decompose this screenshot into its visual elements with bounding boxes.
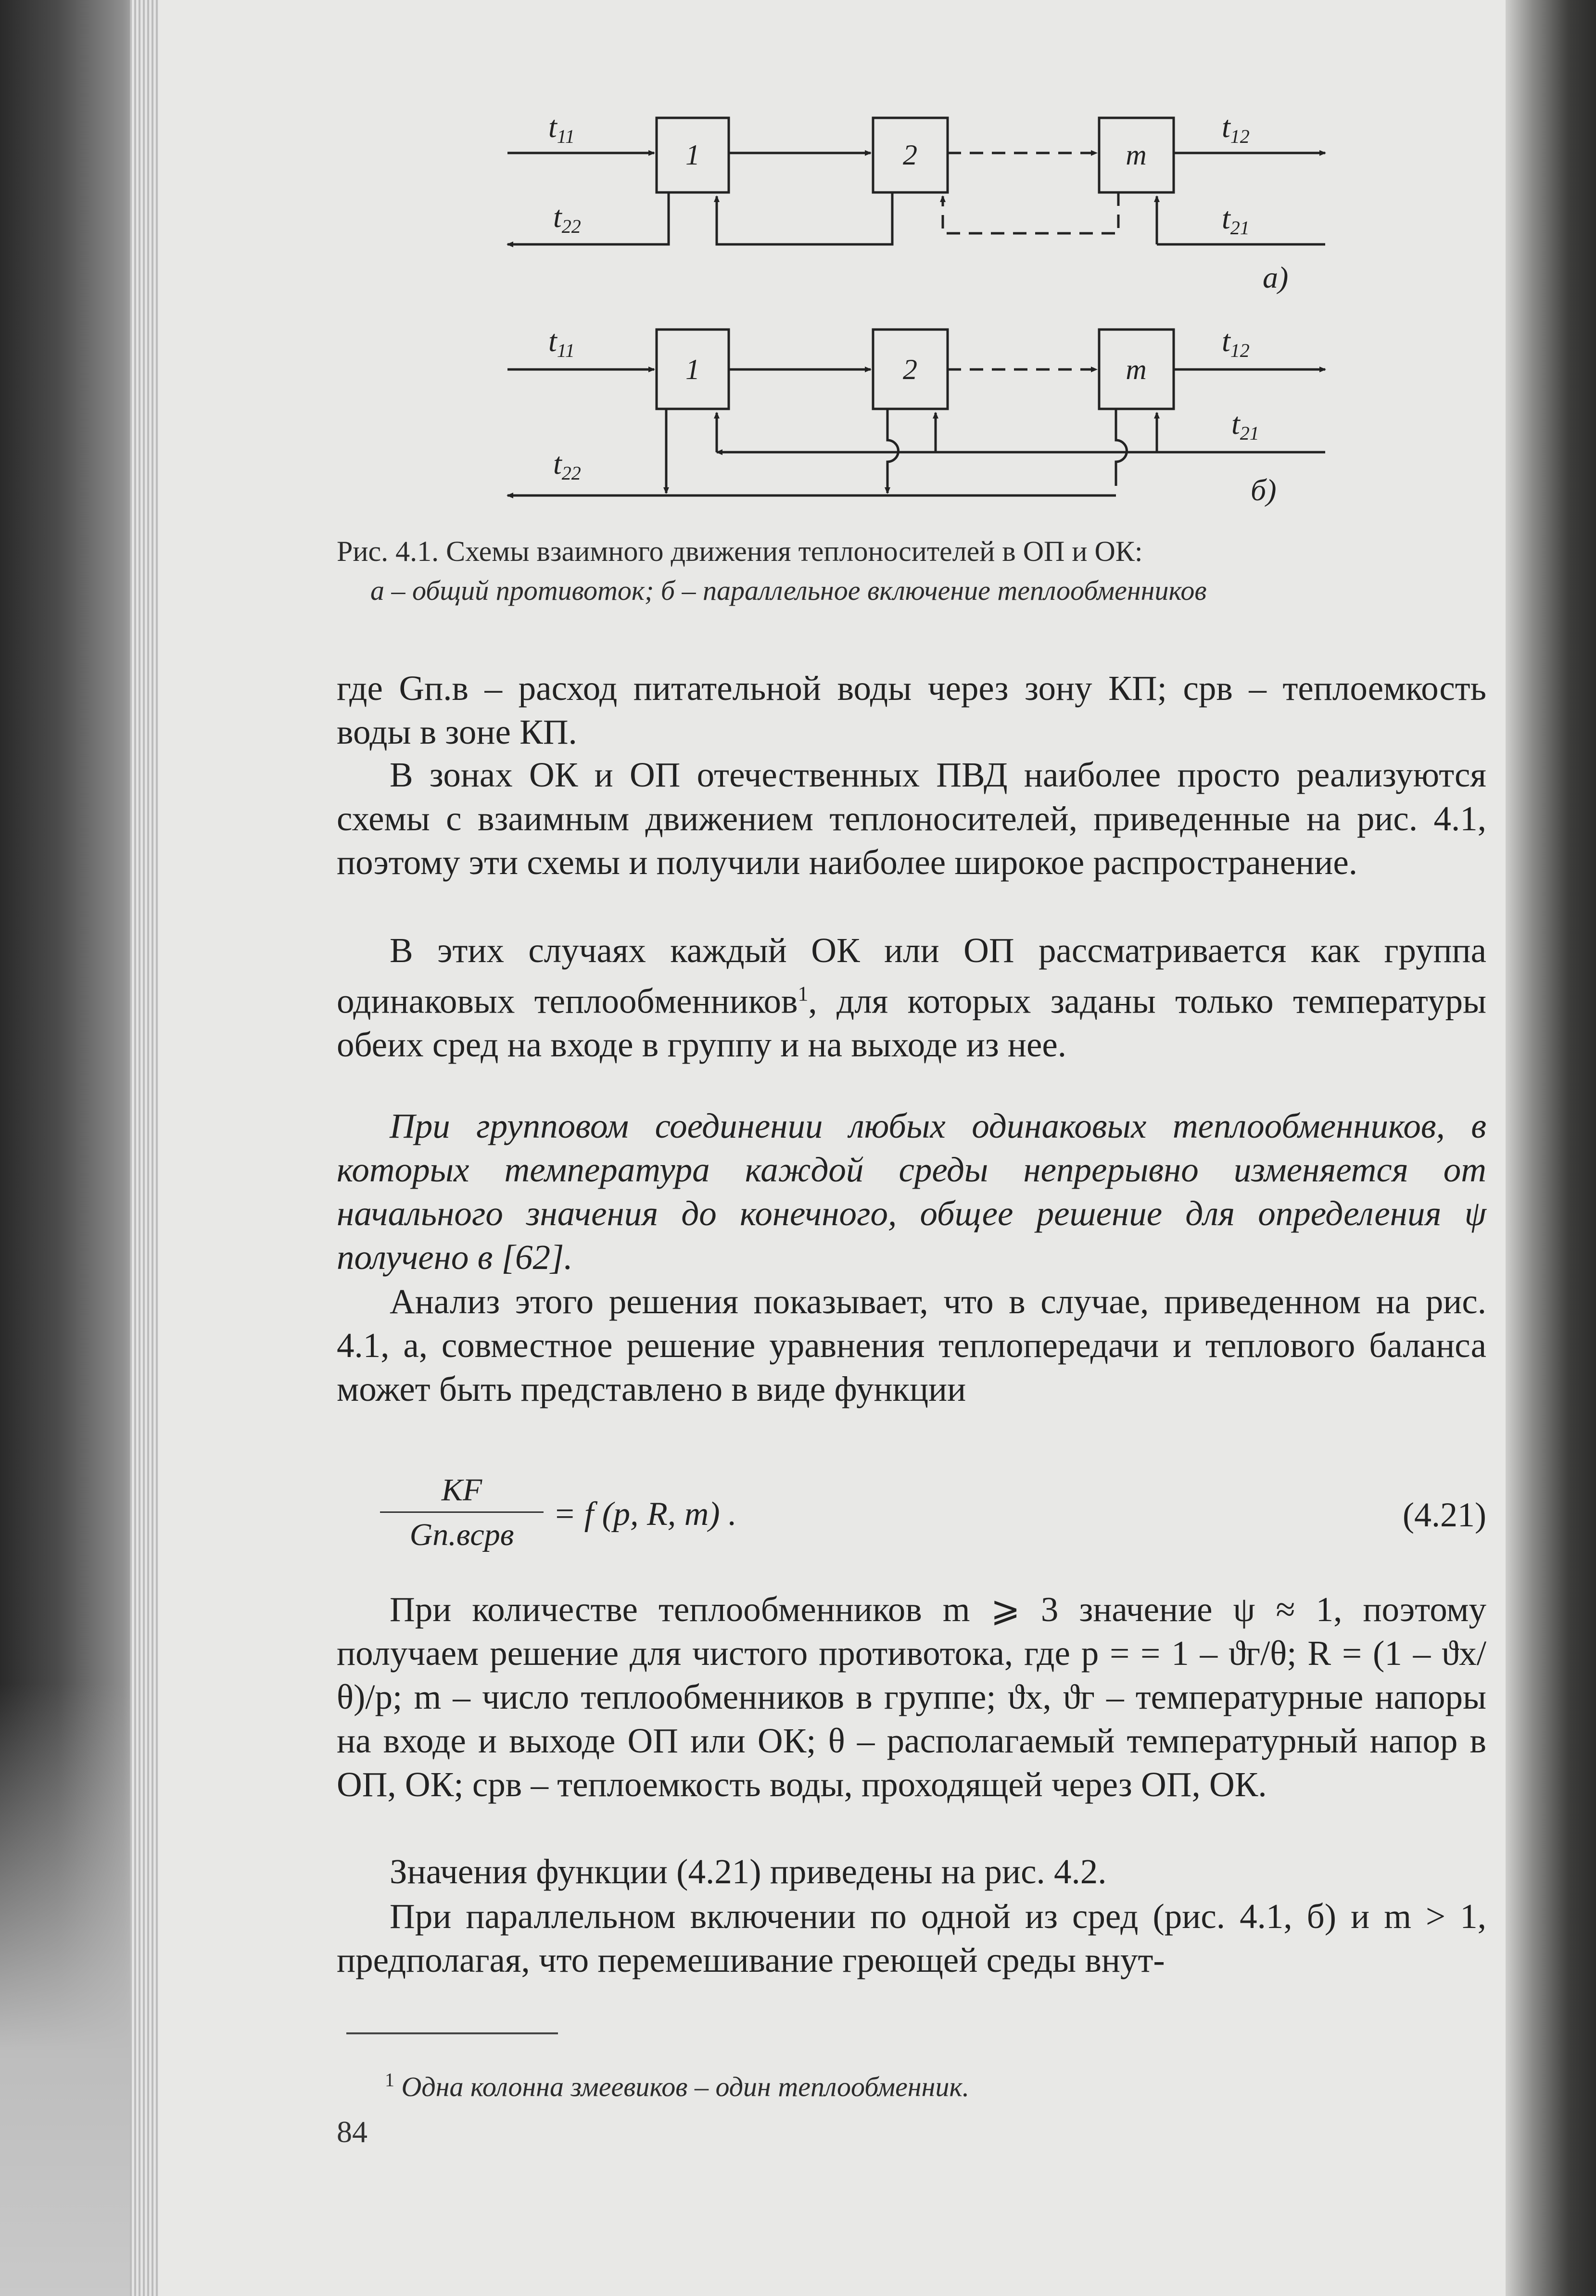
- paragraph-3-text-a: В этих случаях каждый ОК или ОП рассматривается как группа одинаковых теплообменников: [337, 931, 1486, 1021]
- scheme-a-t11: t11: [548, 110, 575, 147]
- scheme-b-t22: t22: [553, 446, 581, 484]
- equation-numerator: KF: [441, 1472, 482, 1508]
- scheme-b-t12: t12: [1222, 324, 1250, 361]
- scheme-b-t11: t11: [548, 324, 575, 361]
- paragraph-5: Анализ этого решения показывает, что в случае, приведенном на рис. 4.1, а, совместное решение уравнения теплопередачи и теплового баланса может быть представлено в виде функции: [337, 1282, 1486, 1408]
- footnote-rule: [346, 2032, 558, 2034]
- equation-4-21: [380, 1472, 1486, 1568]
- footnote-mark: 1: [385, 2069, 394, 2091]
- fraction-bar: [380, 1511, 544, 1513]
- figure-caption: [337, 532, 1501, 610]
- scheme-b-box-m-label: m: [1126, 354, 1147, 385]
- scheme-a-t21: t21: [1222, 201, 1250, 239]
- paragraph-3-text-b: , для которых заданы только температуры обеих сред на входе в группу и на выходе из нее.: [337, 981, 1486, 1065]
- scheme-a-box-1-label: 1: [685, 139, 700, 171]
- scan-background-left-lower: [0, 1684, 144, 2296]
- footnote: [385, 2068, 969, 2103]
- figure-4-1-diagram: [0, 0, 1596, 553]
- paragraph-6: При количестве теплообменников m ⩾ 3 значение ψ ≈ 1, поэтому получаем решение для чистого противотока, где p = = 1 – ϑг/θ; R = (1 – ϑх/θ)/p; m – число теплообменников в группе; ϑх, ϑг – температурные напоры на входе и выходе ОП или ОК; θ – располагаемый температурный напор в ОП, ОК; cрв – теплоемкость воды, проходящей через ОП, ОК.: [337, 1590, 1486, 1804]
- equation-fraction: [380, 1472, 544, 1553]
- scheme-a-t22: t22: [553, 200, 581, 237]
- scheme-a-t12: t12: [1222, 110, 1250, 147]
- scheme-b-box-1-label: 1: [685, 354, 700, 385]
- scheme-a-box-2-label: 2: [903, 139, 917, 171]
- paragraph-2: В зонах ОК и ОП отечественных ПВД наиболее просто реализуются схемы с взаимным движением теплоносителей, приведенные на рис. 4.1, поэтому эти схемы и получили наиболее широкое распространение.: [337, 755, 1486, 882]
- equation-number: (4.21): [1403, 1496, 1486, 1534]
- footnote-text: Одна колонна змеевиков – один теплообменник.: [401, 2071, 970, 2103]
- scheme-a: [507, 118, 1325, 244]
- figure-caption-title: Рис. 4.1. Схемы взаимного движения теплоносителей в ОП и ОК:: [337, 535, 1143, 567]
- paragraph-7: Значения функции (4.21) приведены на рис. 4.2.: [390, 1852, 1107, 1891]
- figure-caption-parts: а – общий противоток; б – параллельное включение теплообменников: [370, 575, 1207, 606]
- paragraph-3: [337, 928, 1486, 1066]
- equation-rhs: = f (p, R, m) .: [553, 1496, 737, 1533]
- paragraph-1: где Gп.в – расход питательной воды через зону КП; cрв – теплоемкость воды в зоне КП.: [337, 669, 1486, 751]
- scheme-b-label: б): [1251, 473, 1277, 507]
- footnote-ref: 1: [798, 982, 809, 1005]
- scheme-b-t21: t21: [1231, 406, 1259, 444]
- scheme-b-box-2-label: 2: [903, 354, 917, 385]
- page-number: 84: [337, 2115, 367, 2149]
- paragraph-8: При параллельном включении по одной из сред (рис. 4.1, б) и m > 1, предполагая, что перемешивание греющей среды внут-: [337, 1897, 1486, 1979]
- paragraph-4: При групповом соединении любых одинаковых теплообменников, в которых температура каждой среды непрерывно изменяется от начального значения до конечного, общее решение для определения ψ получено в [62].: [337, 1106, 1486, 1277]
- equation-denominator: Gп.вcрв: [409, 1517, 514, 1552]
- scheme-a-label: a): [1263, 260, 1289, 294]
- scheme-a-box-m-label: m: [1126, 139, 1147, 171]
